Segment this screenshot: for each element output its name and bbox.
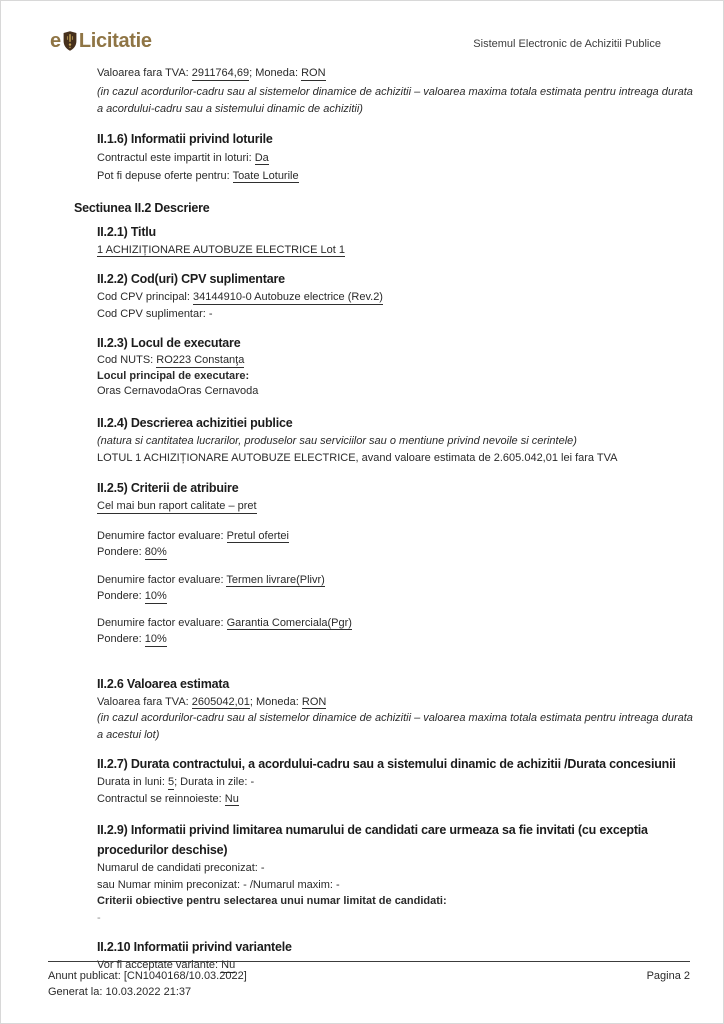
section-heading-ii-2-5: II.2.5) Criterii de atribuire [97, 481, 239, 495]
generated-at: Generat la: 10.03.2022 21:37 [48, 986, 192, 998]
candidates-minmax-line: sau Numar minim preconizat: - /Numarul maxim: - [97, 878, 340, 891]
factor-name-line [97, 615, 699, 632]
factor-name-line [97, 572, 699, 589]
field-label: Denumire factor evaluare: [97, 573, 227, 586]
field-label: Contractul este impartit in loturi: [97, 151, 255, 164]
nuts-value: RO223 Constanţa [156, 354, 245, 366]
estimated-value: 2605042,01 [191, 695, 250, 708]
field-label: ; Moneda: [249, 695, 302, 708]
lot-title-line [97, 242, 699, 259]
field-label: Cod NUTS: [97, 354, 157, 366]
section-heading-ii-2-10: II.2.10 Informatii privind variantele [97, 940, 292, 954]
system-name: Sistemul Electronic de Achizitii Publice [473, 38, 661, 50]
factor-name-line [97, 528, 699, 545]
section-heading-ii-2-9: II.2.9) Informatii privind limitarea numarului de candidati care urmeaza sa fie invitati (cu exceptia procedurilor deschise) [97, 823, 648, 857]
estimated-value-line [97, 694, 699, 711]
total-value-line [97, 65, 699, 82]
place-value-line: Oras CernavodaOras Cernavoda [97, 385, 259, 397]
evaluation-factor-3 [97, 615, 699, 648]
lots-split-value: Da [254, 151, 269, 164]
field-label: Denumire factor evaluare: [97, 529, 227, 542]
field-label: Pondere: [97, 590, 145, 602]
section-heading-ii-2-2: II.2.2) Cod(uri) CPV suplimentare [97, 272, 285, 286]
factor-weight-value: 10% [144, 590, 167, 602]
section-heading-ii-2-1: II.2.1) Titlu [97, 224, 156, 239]
execution-place-block [97, 353, 699, 400]
candidates-expected-line: Numarul de candidati preconizat: - [97, 862, 265, 874]
factor-weight-line [97, 631, 699, 648]
logo-text-e: e [50, 29, 61, 52]
objective-criteria-value-line: - [97, 911, 101, 924]
cpv-main-value: 34144910-0 Autobuze electrice (Rev.2) [193, 291, 383, 303]
factor-weight-value: 80% [144, 546, 167, 558]
variants-value: Nu [221, 959, 236, 971]
estimated-value-note: (in cazul acordurilor-cadru sau al sistemelor dinamice de achizitii – valoarea maxima totala estimata pentru intreaga durata a acestui lot) [97, 712, 693, 741]
section-heading-ii-2-3: II.2.3) Locul de executare [97, 336, 241, 350]
field-label: Durata in luni: [97, 776, 168, 788]
place-label-line: Locul principal de executare: [97, 369, 250, 382]
duration-months-value: 5 [167, 776, 175, 788]
page-header [1, 1, 723, 59]
field-label: Pot fi depuse oferte pentru: [97, 169, 233, 182]
field-label: Contractul se reinnoieste: [97, 792, 225, 805]
lots-offers-line [97, 167, 699, 185]
field-label: Denumire factor evaluare: [97, 616, 227, 629]
field-label: Valoarea fara TVA: [97, 695, 192, 708]
field-label: Pondere: [97, 633, 145, 645]
notice-published: Anunt publicat: [CN1040168/10.03.2022] [48, 970, 247, 982]
description-note: (natura si cantitatea lucrarilor, produselor sau serviciilor sau o mentiune privind nevoile si cerintele) [97, 434, 577, 447]
description-line: LOTUL 1 ACHIZIȚIONARE AUTOBUZE ELECTRICE, avand valoare estimata de 2.605.042,01 lei fara TVA [97, 451, 618, 464]
lots-split-line [97, 149, 699, 167]
factor-weight-value: 10% [144, 633, 167, 645]
section-heading-ii-2-7: II.2.7) Durata contractului, a acordului-cadru sau a sistemului dinamic de achizitii /Durata concesiunii [97, 757, 676, 771]
logo-text-licitatie: Licitatie [78, 29, 152, 52]
factor-name-value: Garantia Comerciala(Pgr) [226, 616, 352, 629]
factor-name-value: Termen livrare(Plivr) [226, 573, 325, 586]
cpv-secondary-line: Cod CPV suplimentar: - [97, 307, 213, 320]
cpv-main-line [97, 289, 699, 306]
footer-row [48, 968, 690, 984]
elicitatie-logo [50, 29, 152, 53]
field-label: Pondere: [97, 546, 145, 558]
page-footer [48, 961, 690, 1001]
lot-title-value: 1 ACHIZIȚIONARE AUTOBUZE ELECTRICE Lot 1 [97, 243, 345, 256]
lots-offers-value: Toate Loturile [232, 169, 299, 182]
duration-line [97, 774, 699, 791]
objective-criteria-label-line: Criterii obiective pentru selectarea unui numar limitat de candidati: [97, 895, 447, 907]
section-heading-ii-2-6: II.2.6 Valoarea estimata [97, 676, 230, 691]
page-number: Pagina 2 [646, 970, 690, 982]
shield-icon [62, 29, 78, 53]
renewal-line [97, 791, 699, 808]
award-criteria-line [97, 498, 699, 515]
evaluation-factor-1 [97, 528, 699, 561]
section-heading-ii-1-6: II.1.6) Informatii privind loturile [97, 131, 273, 146]
factor-weight-line [97, 544, 699, 561]
total-value: 2911764,69 [191, 67, 250, 79]
nuts-line [97, 353, 699, 369]
document-body [1, 65, 701, 974]
section-heading-ii-2: Sectiunea II.2 Descriere [74, 200, 210, 215]
total-value-note: (in cazul acordurilor-cadru sau al sistemelor dinamice de achizitii – valoarea maxima totala estimata pentru intreaga durata a acordului-cadru sau a sistemului dinamic de achizitii) [97, 85, 693, 115]
factor-name-value: Pretul ofertei [226, 529, 289, 542]
evaluation-factor-2 [97, 572, 699, 605]
factor-weight-line [97, 588, 699, 605]
field-label: Cod CPV principal: [97, 291, 193, 303]
field-label: Vor fi acceptate variante: [97, 959, 222, 971]
currency-value: RON [301, 695, 327, 708]
currency-value: RON [301, 67, 326, 79]
renewal-value: Nu [224, 792, 239, 805]
field-label: Valoarea fara TVA: [97, 67, 192, 79]
field-label: ; Durata in zile: - [174, 776, 255, 788]
section-heading-ii-2-4: II.2.4) Descrierea achizitiei publice [97, 415, 293, 430]
award-criteria-value: Cel mai bun raport calitate – pret [97, 500, 257, 512]
field-label: ; Moneda: [249, 67, 302, 79]
